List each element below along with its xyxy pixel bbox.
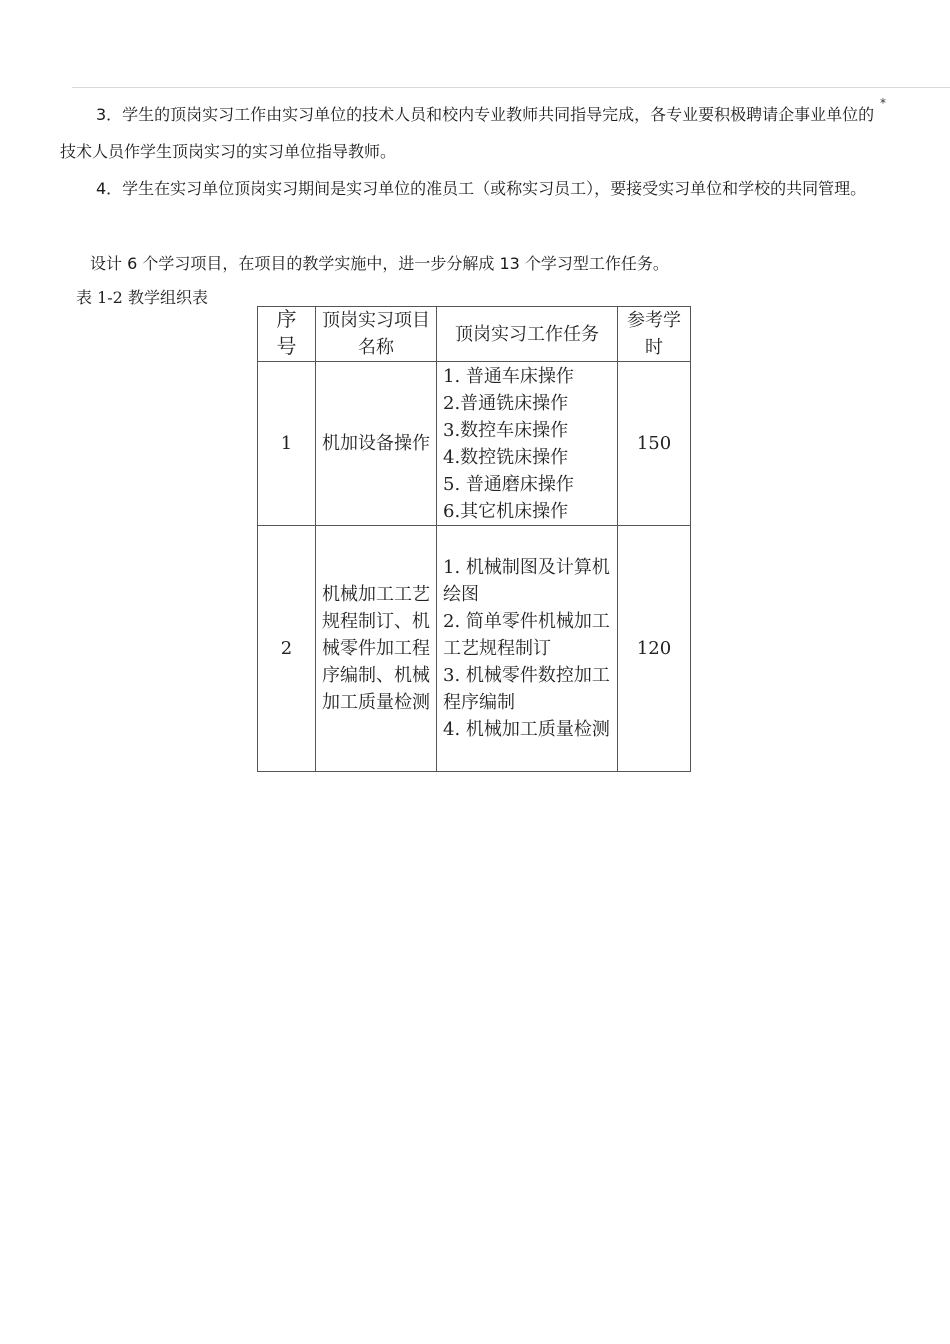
row-project: 机械加工工艺规程制订、机械零件加工程序编制、机械加工质量检测: [316, 526, 437, 772]
table-caption: 表 1-2 教学组织表: [76, 288, 208, 307]
corner-mark: *: [880, 96, 886, 110]
task-item: 1. 机械制图及计算机绘图: [443, 557, 610, 605]
task-item: 4.数控铣床操作: [443, 446, 569, 468]
task-item: 6.其它机床操作: [443, 500, 569, 522]
task-item: 3.数控车床操作: [443, 419, 569, 441]
task-item: 3. 机械零件数控加工程序编制: [443, 665, 610, 713]
row-project: 机加设备操作: [316, 362, 437, 526]
paragraph-3: 3．学生的顶岗实习工作由实习单位的技术人员和校内专业教师共同指导完成，各专业要积极聘请企事业单位的技术人员作学生顶岗实习的实习单位指导教师。: [60, 105, 875, 161]
header-seq: [258, 307, 316, 362]
header-project: 顶岗实习项目名称: [316, 307, 437, 362]
header-rule: [72, 87, 950, 88]
row-seq: 2: [258, 526, 316, 772]
header-hours: 参考学时: [618, 307, 691, 362]
row-seq: 1: [258, 362, 316, 526]
task-item: 4. 机械加工质量检测: [443, 719, 610, 740]
row-hours: 150: [618, 362, 691, 526]
header-seq-line2: 号: [276, 334, 297, 358]
teaching-organization-table: [257, 306, 691, 772]
task-item: 2.普通铣床操作: [443, 392, 569, 414]
task-item: 2. 简单零件机械加工工艺规程制订: [443, 611, 610, 659]
table-header-row: [258, 307, 691, 362]
paragraph-intro: 设计 6 个学习项目，在项目的教学实施中，进一步分解成 13 个学习型工作任务。: [90, 254, 669, 273]
task-item: 5. 普通磨床操作: [443, 473, 574, 495]
row-tasks: [437, 362, 618, 526]
paragraph-4: 4．学生在实习单位顶岗实习期间是实习单位的准员工（或称实习员工），要接受实习单位和学校的共同管理。: [96, 179, 867, 198]
header-seq-line1: 序: [276, 307, 297, 331]
table-row: [258, 526, 691, 772]
row-tasks: [437, 526, 618, 772]
task-item: 1. 普通车床操作: [443, 365, 574, 387]
header-tasks: 顶岗实习工作任务: [437, 307, 618, 362]
table-row: [258, 362, 691, 526]
row-hours: 120: [618, 526, 691, 772]
